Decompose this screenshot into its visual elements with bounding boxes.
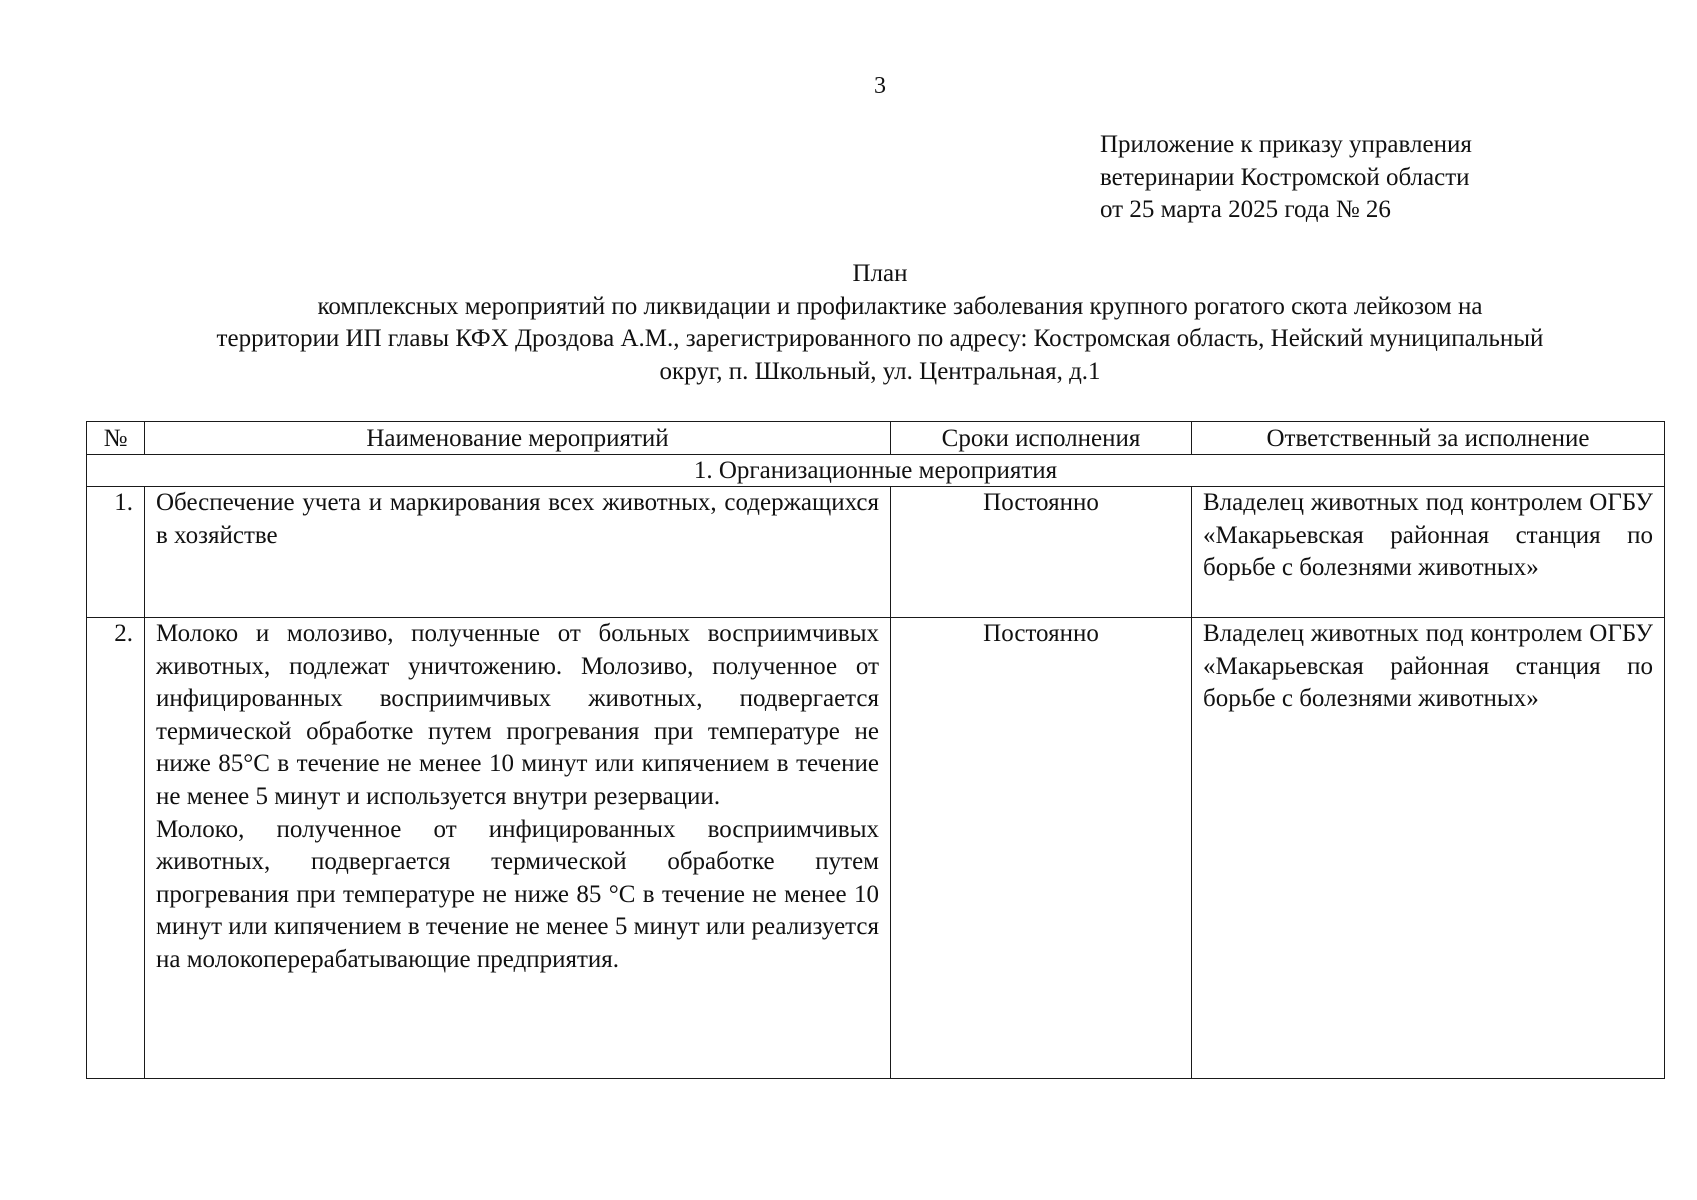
row-term: Постоянно xyxy=(891,618,1192,1079)
responsible-text: Владелец животных под контролем ОГБУ «Макарьевская районная станция по борьбе с болезнями животных» xyxy=(1203,620,1653,713)
appendix-line-2: ветеринарии Костромской области xyxy=(1100,163,1470,191)
appendix-line-3: от 25 марта 2025 года № 26 xyxy=(1100,196,1391,224)
row-responsible xyxy=(1192,618,1665,1079)
title-line-2: комплексных мероприятий по ликвидации и профилактике заболевания крупного рогатого скота лейкозом на xyxy=(317,292,1483,320)
header-term: Сроки исполнения xyxy=(891,422,1192,455)
row-measure xyxy=(145,487,891,618)
measure-paragraph-2: Молоко, полученное от инфицированных восприимчивых животных, подвергается термической обработке путем прогревания при температуре не ниже 85 °С в течение не менее 10 минут или кипячением в течение не менее 5 минут или реализуется на молокоперерабатывающие предприятия. xyxy=(156,815,879,973)
appendix-header xyxy=(1100,129,1660,227)
title-line-3: территории ИП главы КФХ Дроздова А.М., зарегистрированного по адресу: Костромская область, Нейский муниципальный xyxy=(216,325,1544,353)
row-number: 1. xyxy=(87,487,145,618)
header-num: № xyxy=(87,422,145,455)
page-number: 3 xyxy=(874,73,886,99)
title-line-4: округ, п. Школьный, ул. Центральная, д.1 xyxy=(659,357,1101,385)
table-header-row xyxy=(87,422,1665,455)
plan-table xyxy=(86,421,1665,1079)
row-responsible xyxy=(1192,487,1665,618)
title-line-1: План xyxy=(852,260,908,287)
measure-text: Обеспечение учета и маркирования всех животных, содержащихся в хозяйстве xyxy=(156,489,879,549)
section-title: 1. Организационные мероприятия xyxy=(87,455,1665,487)
document-title xyxy=(100,258,1660,388)
header-name: Наименование мероприятий xyxy=(145,422,891,455)
measure-paragraph-1: Молоко и молозиво, полученные от больных восприимчивых животных, подлежат уничтожению. Молозиво, полученное от инфицированных восприимчивых животных, подвергается термической обработке путем прогревания при температуре не ниже 85°С в течение не менее 10 минут или кипячением в течение не менее 5 минут и используется внутри резервации. xyxy=(156,620,879,810)
row-measure xyxy=(145,618,891,1079)
table-row xyxy=(87,618,1665,1079)
table-row xyxy=(87,487,1665,618)
row-term: Постоянно xyxy=(891,487,1192,618)
responsible-text: Владелец животных под контролем ОГБУ «Макарьевская районная станция по борьбе с болезнями животных» xyxy=(1203,489,1653,582)
header-responsible: Ответственный за исполнение xyxy=(1192,422,1665,455)
section-row xyxy=(87,455,1665,487)
appendix-line-1: Приложение к приказу управления xyxy=(1100,131,1472,158)
row-number: 2. xyxy=(87,618,145,1079)
